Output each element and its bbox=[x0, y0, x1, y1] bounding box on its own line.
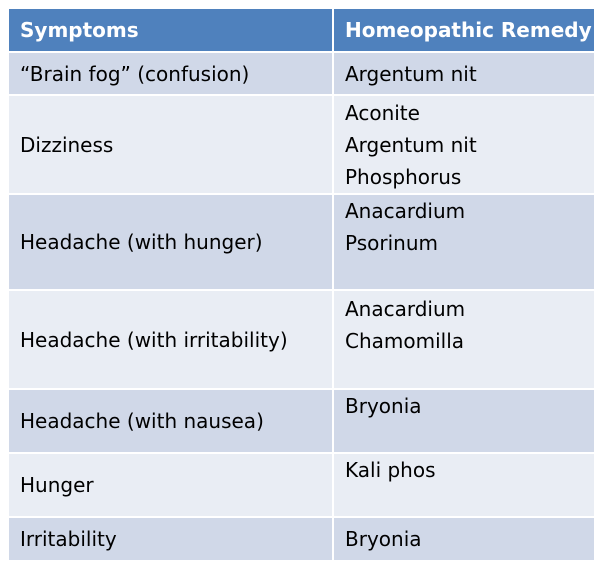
remedy-item: Anacardium bbox=[345, 297, 466, 321]
remedy-cell bbox=[334, 390, 594, 452]
symptom-cell: Dizziness bbox=[9, 96, 334, 193]
remedy-item: Kali phos bbox=[345, 458, 436, 482]
remedy-cell bbox=[334, 96, 594, 193]
remedy-cell bbox=[334, 53, 594, 94]
symptom-cell: Irritability bbox=[9, 518, 334, 560]
remedy-item: Chamomilla bbox=[345, 329, 465, 353]
remedy-cell bbox=[334, 291, 594, 388]
remedy-item: Bryonia bbox=[345, 394, 422, 418]
remedy-item: Bryonia bbox=[345, 527, 422, 551]
table-row bbox=[9, 454, 594, 518]
header-symptoms: Symptoms bbox=[9, 9, 334, 51]
table-header-row bbox=[9, 9, 594, 53]
remedy-cell bbox=[334, 518, 594, 560]
remedy-item: Argentum nit bbox=[345, 61, 477, 86]
remedy-item: Psorinum bbox=[345, 231, 438, 255]
header-remedy: Homeopathic Remedy bbox=[334, 9, 594, 51]
remedy-table bbox=[9, 9, 594, 560]
remedy-item: Argentum nit bbox=[345, 132, 477, 157]
remedy-cell bbox=[334, 195, 594, 289]
table-row bbox=[9, 96, 594, 195]
symptom-cell: Headache (with nausea) bbox=[9, 390, 334, 452]
symptom-cell: Headache (with irritability) bbox=[9, 291, 334, 388]
symptom-cell: Headache (with hunger) bbox=[9, 195, 334, 289]
table-row bbox=[9, 291, 594, 390]
table-row bbox=[9, 195, 594, 291]
remedy-item: Aconite bbox=[345, 100, 420, 125]
remedy-item: Phosphorus bbox=[345, 164, 462, 189]
remedy-item: Anacardium bbox=[345, 199, 466, 223]
table-row bbox=[9, 518, 594, 560]
table-row bbox=[9, 390, 594, 454]
symptom-cell: Hunger bbox=[9, 454, 334, 516]
symptom-cell: “Brain fog” (confusion) bbox=[9, 53, 334, 94]
remedy-cell bbox=[334, 454, 594, 516]
table-row bbox=[9, 53, 594, 96]
